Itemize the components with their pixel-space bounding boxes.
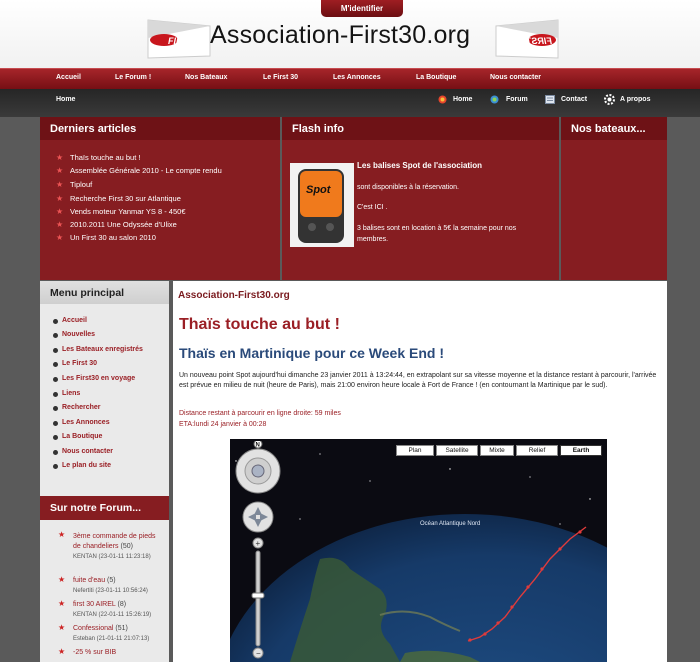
eta-text: ETA:lundi 24 janvier à 00:28	[179, 421, 267, 428]
article-link[interactable]: ★ Recherche First 30 sur Atlantique	[56, 194, 181, 203]
home-icon	[438, 95, 447, 104]
subnav-home[interactable]: Home	[453, 96, 473, 103]
nav-accueil[interactable]: Accueil	[56, 74, 81, 81]
map-navigation-controls[interactable]	[234, 441, 284, 661]
star-icon: ★	[56, 166, 64, 175]
flash-heading: Les balises Spot de l'association	[357, 161, 483, 170]
map-type-relief[interactable]: Relief	[516, 445, 558, 456]
article-link[interactable]: ★ 2010.2011 Une Odyssée d'Ulixe	[56, 220, 177, 229]
star-icon: ★	[56, 207, 64, 216]
subnav-apropos[interactable]: A propos	[620, 96, 651, 103]
nav-bateaux[interactable]: Nos Bateaux	[185, 74, 228, 81]
star-icon: ★	[58, 575, 66, 584]
nav-boutique[interactable]: La Boutique	[416, 74, 457, 81]
article-subtitle: Thaïs en Martinique pour ce Week End !	[179, 345, 445, 361]
login-tab[interactable]: M'identifier	[321, 0, 403, 17]
flash-line: sont disponibles à la réservation.	[357, 184, 459, 191]
boats-panel	[561, 117, 667, 280]
star-icon: ★	[58, 599, 66, 608]
earth-globe	[230, 439, 607, 662]
svg-text:Spot: Spot	[306, 184, 331, 196]
logo-badge-right: FIRST	[526, 36, 552, 46]
star-icon: ★	[58, 530, 66, 539]
forum-post[interactable]: first 30 AIREL (8) KENTAN (22-01-11 15:26:19)	[73, 601, 152, 618]
logo-badge-left: FIRST	[168, 36, 194, 46]
nav-first30[interactable]: Le First 30	[263, 74, 299, 81]
menu-item[interactable]: La Boutique	[62, 433, 103, 440]
menu-title: Menu principal	[40, 281, 169, 304]
menu-item[interactable]: Le First 30	[62, 360, 98, 367]
map-type-earth[interactable]: Earth	[560, 445, 602, 456]
forum-post[interactable]: -25 % sur BIB	[73, 649, 117, 656]
latest-articles-title: Derniers articles	[40, 117, 280, 140]
star-icon: ★	[56, 220, 64, 229]
flash-info-title: Flash info	[282, 117, 559, 140]
menu-item[interactable]: Accueil	[62, 317, 87, 324]
subnav-contact[interactable]: Contact	[561, 96, 588, 103]
article-link[interactable]: ★ Thaïs touche au but !	[56, 153, 141, 162]
article-title[interactable]: Thaïs touche au but !	[179, 316, 340, 333]
map-type-plan[interactable]: Plan	[396, 445, 434, 456]
star-icon: ★	[56, 180, 64, 189]
flash-info-panel	[282, 117, 559, 280]
forum-post[interactable]: fuite d'eau (5) Nefertiti (23-01-11 10:56:24)	[73, 577, 148, 594]
menu-item[interactable]: Nous contacter	[62, 448, 113, 455]
contact-icon	[545, 95, 555, 104]
menu-item[interactable]: Liens	[62, 390, 81, 397]
main-content	[173, 281, 667, 662]
content-site-label: Association-First30.org	[178, 290, 290, 301]
site-title: Association-First30.org	[210, 21, 471, 49]
nav-contact[interactable]: Nous contacter	[490, 74, 541, 81]
subnav-forum[interactable]: Forum	[506, 96, 528, 103]
star-icon: ★	[58, 647, 66, 656]
sidebar	[40, 281, 169, 662]
latest-articles-panel	[40, 117, 280, 280]
star-icon: ★	[58, 623, 66, 632]
spot-device-image[interactable]	[290, 163, 354, 247]
forum-icon	[490, 95, 499, 104]
map-type-mixte[interactable]: Mixte	[480, 445, 514, 456]
menu-item[interactable]: Les Bateaux enregistrés	[62, 346, 143, 353]
star-icon: ★	[56, 233, 64, 242]
forum-post[interactable]: 3ème commande de pieds de chandeliers (50) KENTAN (23-01-11 11:23:18)	[73, 533, 156, 560]
svg-text:+: +	[255, 539, 261, 548]
breadcrumb-home[interactable]: Home	[56, 96, 76, 103]
flash-line: 3 balises sont en location à 5€ la semaine pour nos membres.	[357, 225, 517, 243]
forum-title: Sur notre Forum...	[40, 496, 169, 520]
menu-item[interactable]: Les First30 en voyage	[62, 375, 136, 382]
flash-link[interactable]: C'est ICI .	[357, 204, 388, 211]
main-nav	[0, 68, 700, 89]
google-earth-map[interactable]	[230, 439, 607, 662]
article-link[interactable]: ★ Tiplouf	[56, 180, 93, 189]
map-type-satellite[interactable]: Satellite	[436, 445, 478, 456]
menu-item[interactable]: Nouvelles	[62, 331, 96, 338]
compass-n-label: N	[255, 442, 260, 449]
nav-annonces[interactable]: Les Annonces	[333, 74, 381, 81]
distance-text: Distance restant à parcourir en ligne droite: 59 miles	[179, 410, 341, 417]
ocean-label: Océan Atlantique Nord	[420, 521, 481, 527]
gear-icon	[604, 94, 615, 105]
boats-title: Nos bateaux...	[561, 117, 667, 140]
spot-device-icon	[290, 163, 354, 247]
svg-text:−: −	[256, 649, 261, 658]
sub-nav	[0, 89, 700, 117]
menu-item[interactable]: Les Annonces	[62, 419, 110, 426]
site-header	[0, 0, 700, 68]
menu-item[interactable]: Rechercher	[62, 404, 101, 411]
article-link[interactable]: ★ Assemblée Générale 2010 - Le compte rendu	[56, 166, 222, 175]
forum-post[interactable]: Confessional (51) Esteban (21-01-11 21:07:13)	[73, 625, 150, 642]
site-logo[interactable]	[146, 18, 560, 60]
article-link[interactable]: ★ Un First 30 au salon 2010	[56, 233, 156, 242]
article-body: Un nouveau point Spot aujourd'hui dimanche 23 janvier 2011 à 13:24:44, en extrapolant sur sa vitesse moyenne et la distance restant à parcourir, l'arrivée est prévue en milieu de nuit (heure de Paris), mais 21:00 environ heure locale à Fort de France ! (en contournant la Martinique par le sud).	[179, 372, 657, 389]
menu-item[interactable]: Le plan du site	[62, 462, 112, 469]
star-icon: ★	[56, 194, 64, 203]
nav-forum[interactable]: Le Forum !	[115, 74, 152, 81]
article-link[interactable]: ★ Vends moteur Yanmar YS 8 - 450€	[56, 207, 186, 216]
star-icon: ★	[56, 153, 64, 162]
